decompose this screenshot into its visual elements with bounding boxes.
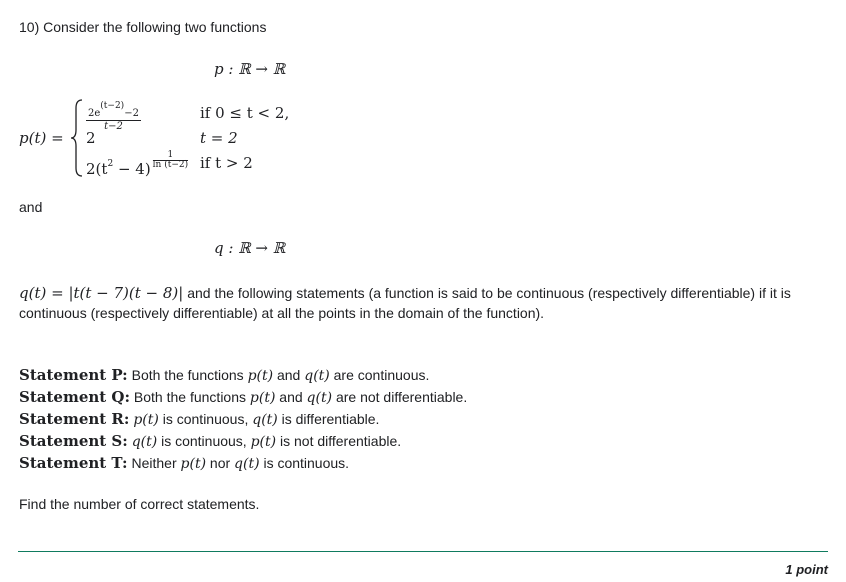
q-definition-line2: continuous (respectively differentiable) at all the points in the domain of the function).: [19, 305, 545, 321]
statement-s: Statement S: q(t) is continuous, p(t) is not differentiable.: [19, 432, 402, 450]
statement-t: Statement T: Neither p(t) nor q(t) is continuous.: [19, 454, 350, 472]
answer-divider: [18, 551, 828, 552]
piecewise-brace: [70, 98, 84, 178]
statement-p: Statement P: Both the functions p(t) and q(t) are continuous.: [19, 366, 430, 384]
and-text: and: [19, 199, 43, 215]
case1-expression: $\frac{2e(t-2)-2}{t-2}$: [88, 101, 139, 132]
statement-q: Statement Q: Both the functions p(t) and q(t) are not differentiable.: [19, 388, 468, 406]
case2-condition: t = 2: [200, 129, 238, 147]
statements-list: [19, 365, 467, 475]
p-mapping: p : ℝ → ℝ: [214, 60, 286, 78]
statement-r: Statement R: p(t) is continuous, q(t) is differentiable.: [19, 410, 380, 428]
points-label: 1 point: [785, 562, 828, 577]
case3-condition: if t > 2: [200, 154, 253, 172]
case2-expression: 2: [86, 129, 96, 147]
p-lhs: p(t) =: [19, 129, 64, 147]
case3-expression: $2(t^2 - 4)$ $\frac{1}{\ln (t-2)}$: [86, 150, 189, 178]
question-title: 10) Consider the following two functions: [19, 19, 267, 35]
question-prompt: Find the number of correct statements.: [19, 496, 260, 512]
q-mapping: q : ℝ → ℝ: [214, 239, 286, 257]
q-definition-line1: q(t) = |t(t − 7)(t − 8)| and the following statements (a function is said to be continuous (respectively differentiable) if it is: [19, 284, 791, 302]
case1-condition: if 0 ≤ t < 2,: [200, 104, 290, 122]
